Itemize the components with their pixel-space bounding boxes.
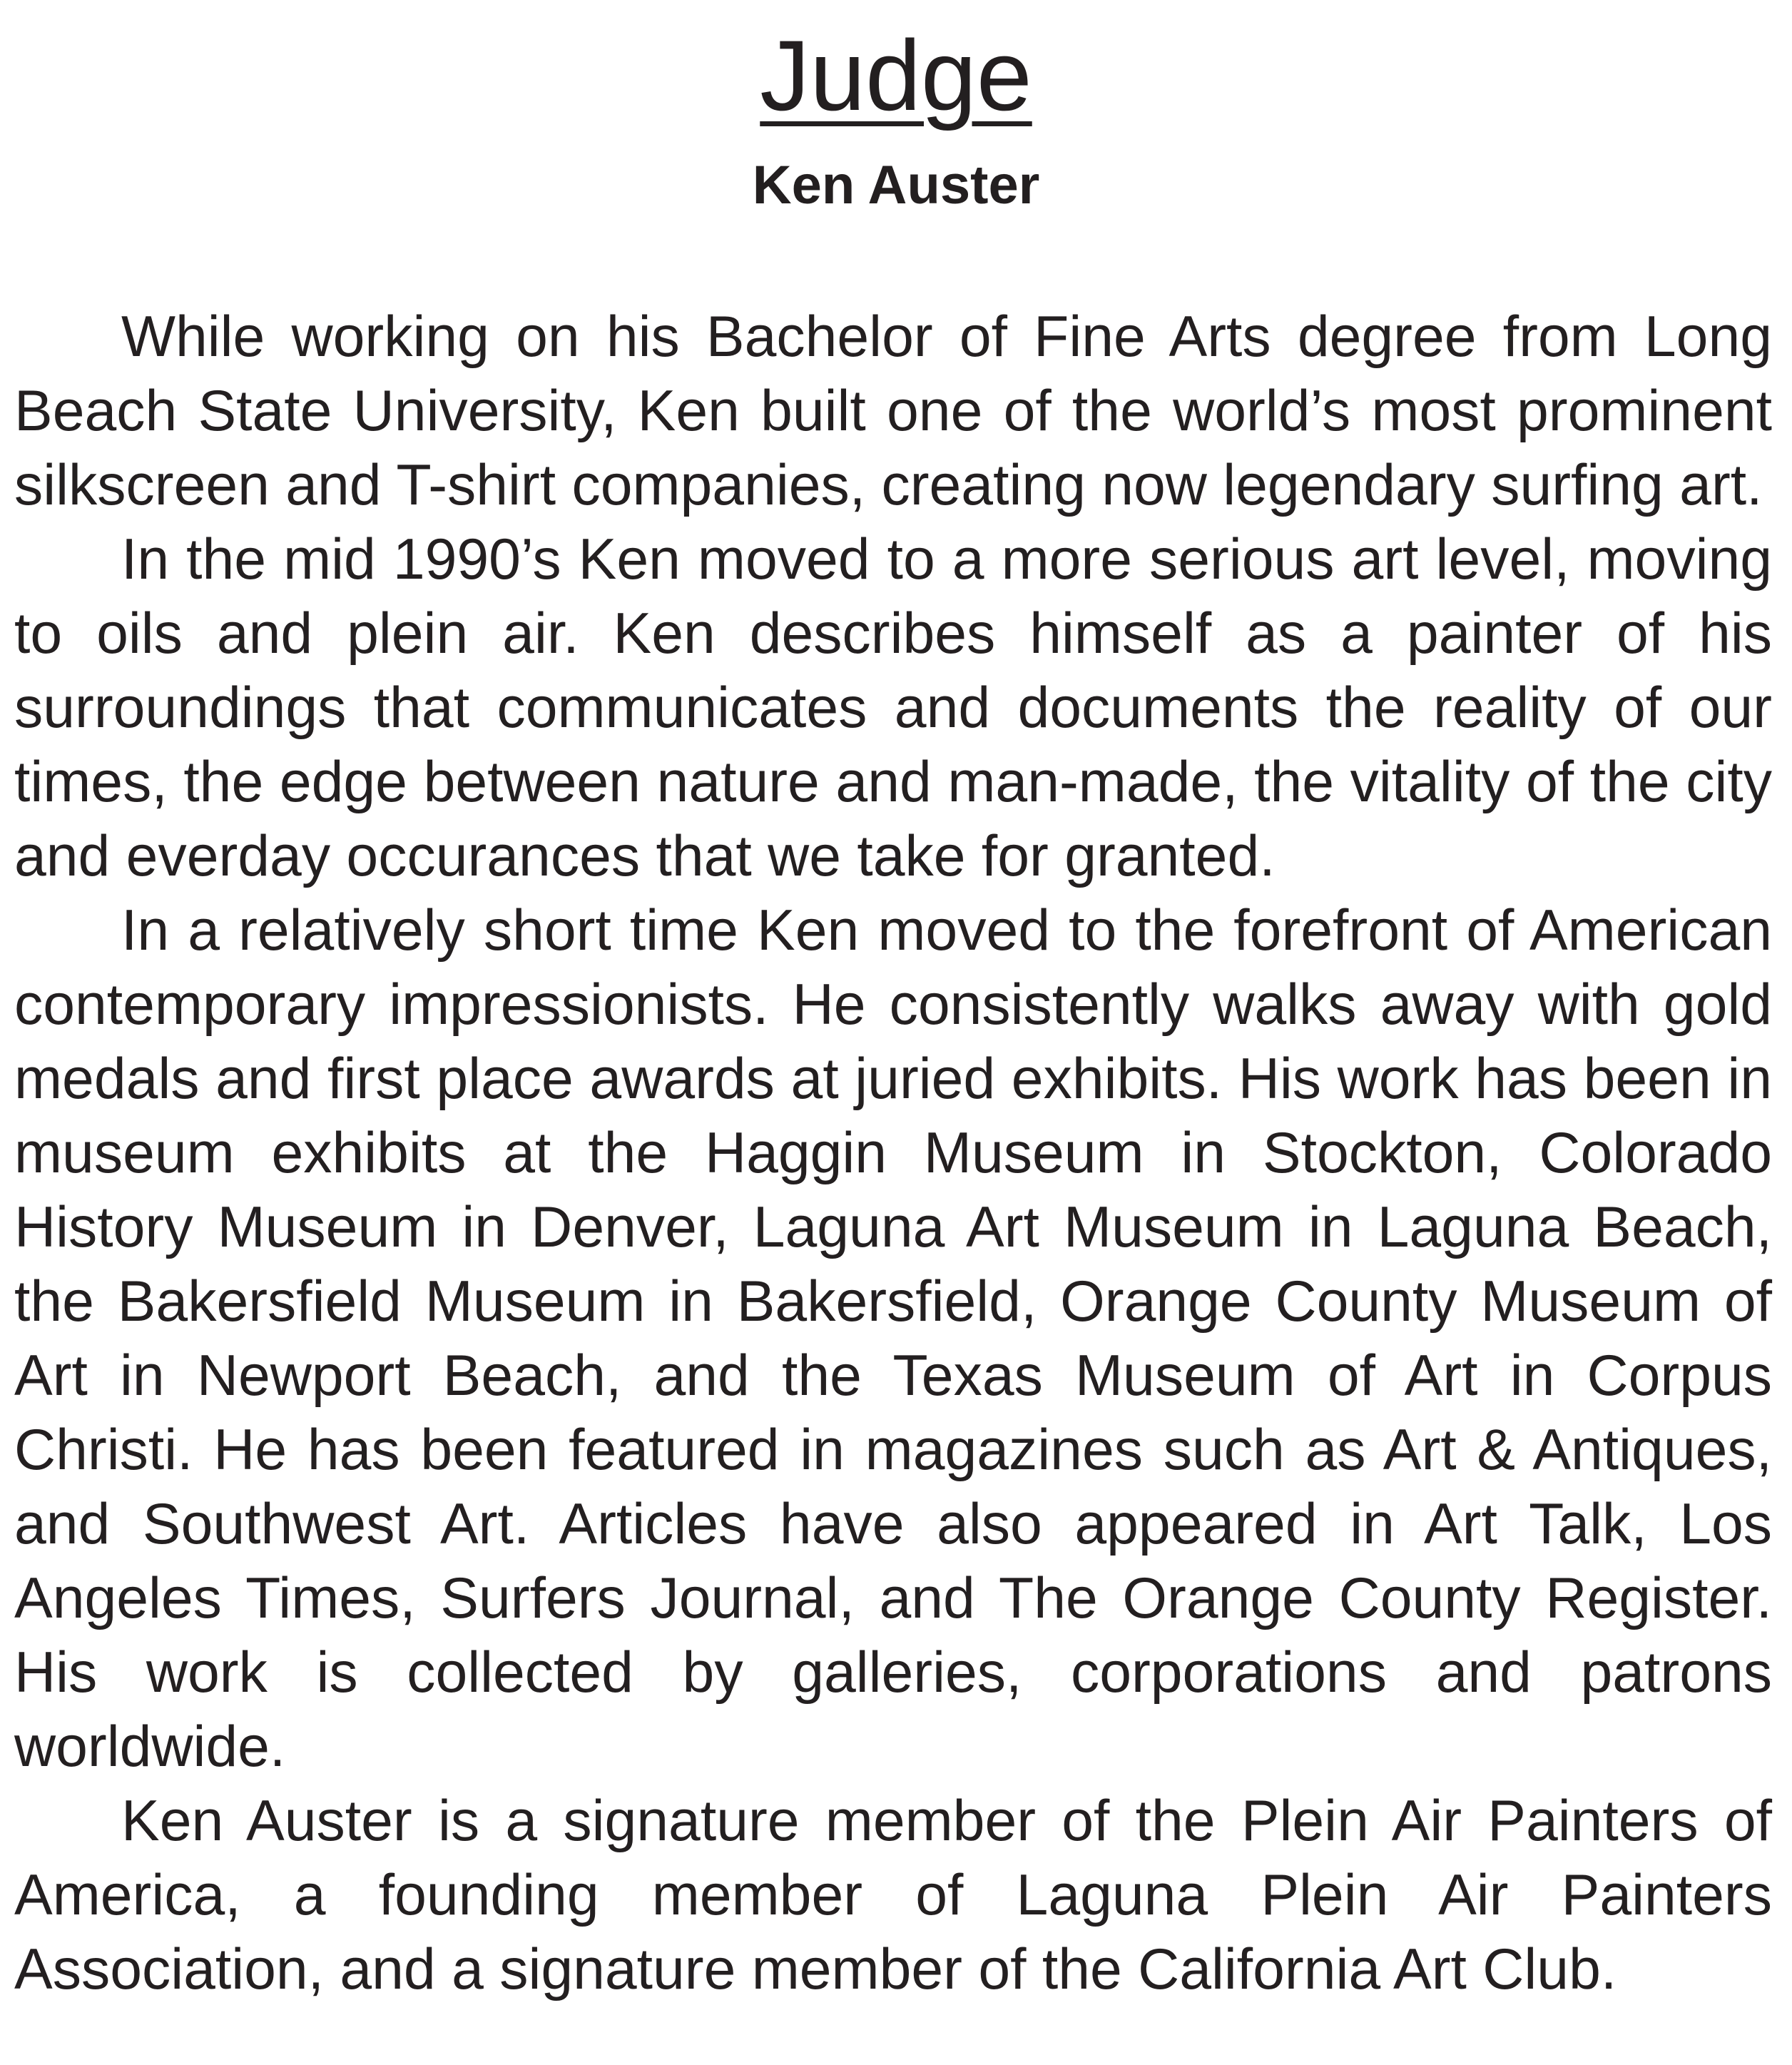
biography-paragraph-4: Ken Auster is a signature member of the Plein Air Painters of America, a founding member of Laguna Plein Air Painters Association, and a signature member of the California Art Club. <box>14 1789 1772 2001</box>
biography-paragraph-1: While working on his Bachelor of Fine Arts degree from Long Beach State University, Ken built one of the world’s most prominent silkscreen and T-shirt companies, creating now legendary surfing art. <box>14 305 1772 517</box>
biography-paragraph-2: In the mid 1990’s Ken moved to a more serious art level, moving to oils and plein air. Ken describes himself as a painter of his surroundings that communicates and documents the reality of our times, the edge between nature and man-made, the vitality of the city and everday occurances that we take for granted. <box>14 527 1772 888</box>
biography-body <box>14 300 1772 2006</box>
judge-name: Ken Auster <box>752 155 1040 215</box>
biography-paragraph-3: In a relatively short time Ken moved to the forefront of American contemporary impressionists. He consistently walks away with gold medals and first place awards at juried exhibits. His work has been in museum exhibits at the Haggin Museum in Stockton, Colorado History Museum in Denver, Laguna Art Museum in Laguna Beach, the Bakersfield Museum in Bakersfield, Orange County Museum of Art in Newport Beach, and the Texas Museum of Art in Corpus Christi. He has been featured in magazines such as Art & Antiques, and Southwest Art. Articles have also appeared in Art Talk, Los Angeles Times, Surfers Journal, and The Orange County Register. His work is collected by galleries, corporations and patrons worldwide. <box>14 898 1772 1779</box>
page-title: Judge <box>760 19 1032 131</box>
